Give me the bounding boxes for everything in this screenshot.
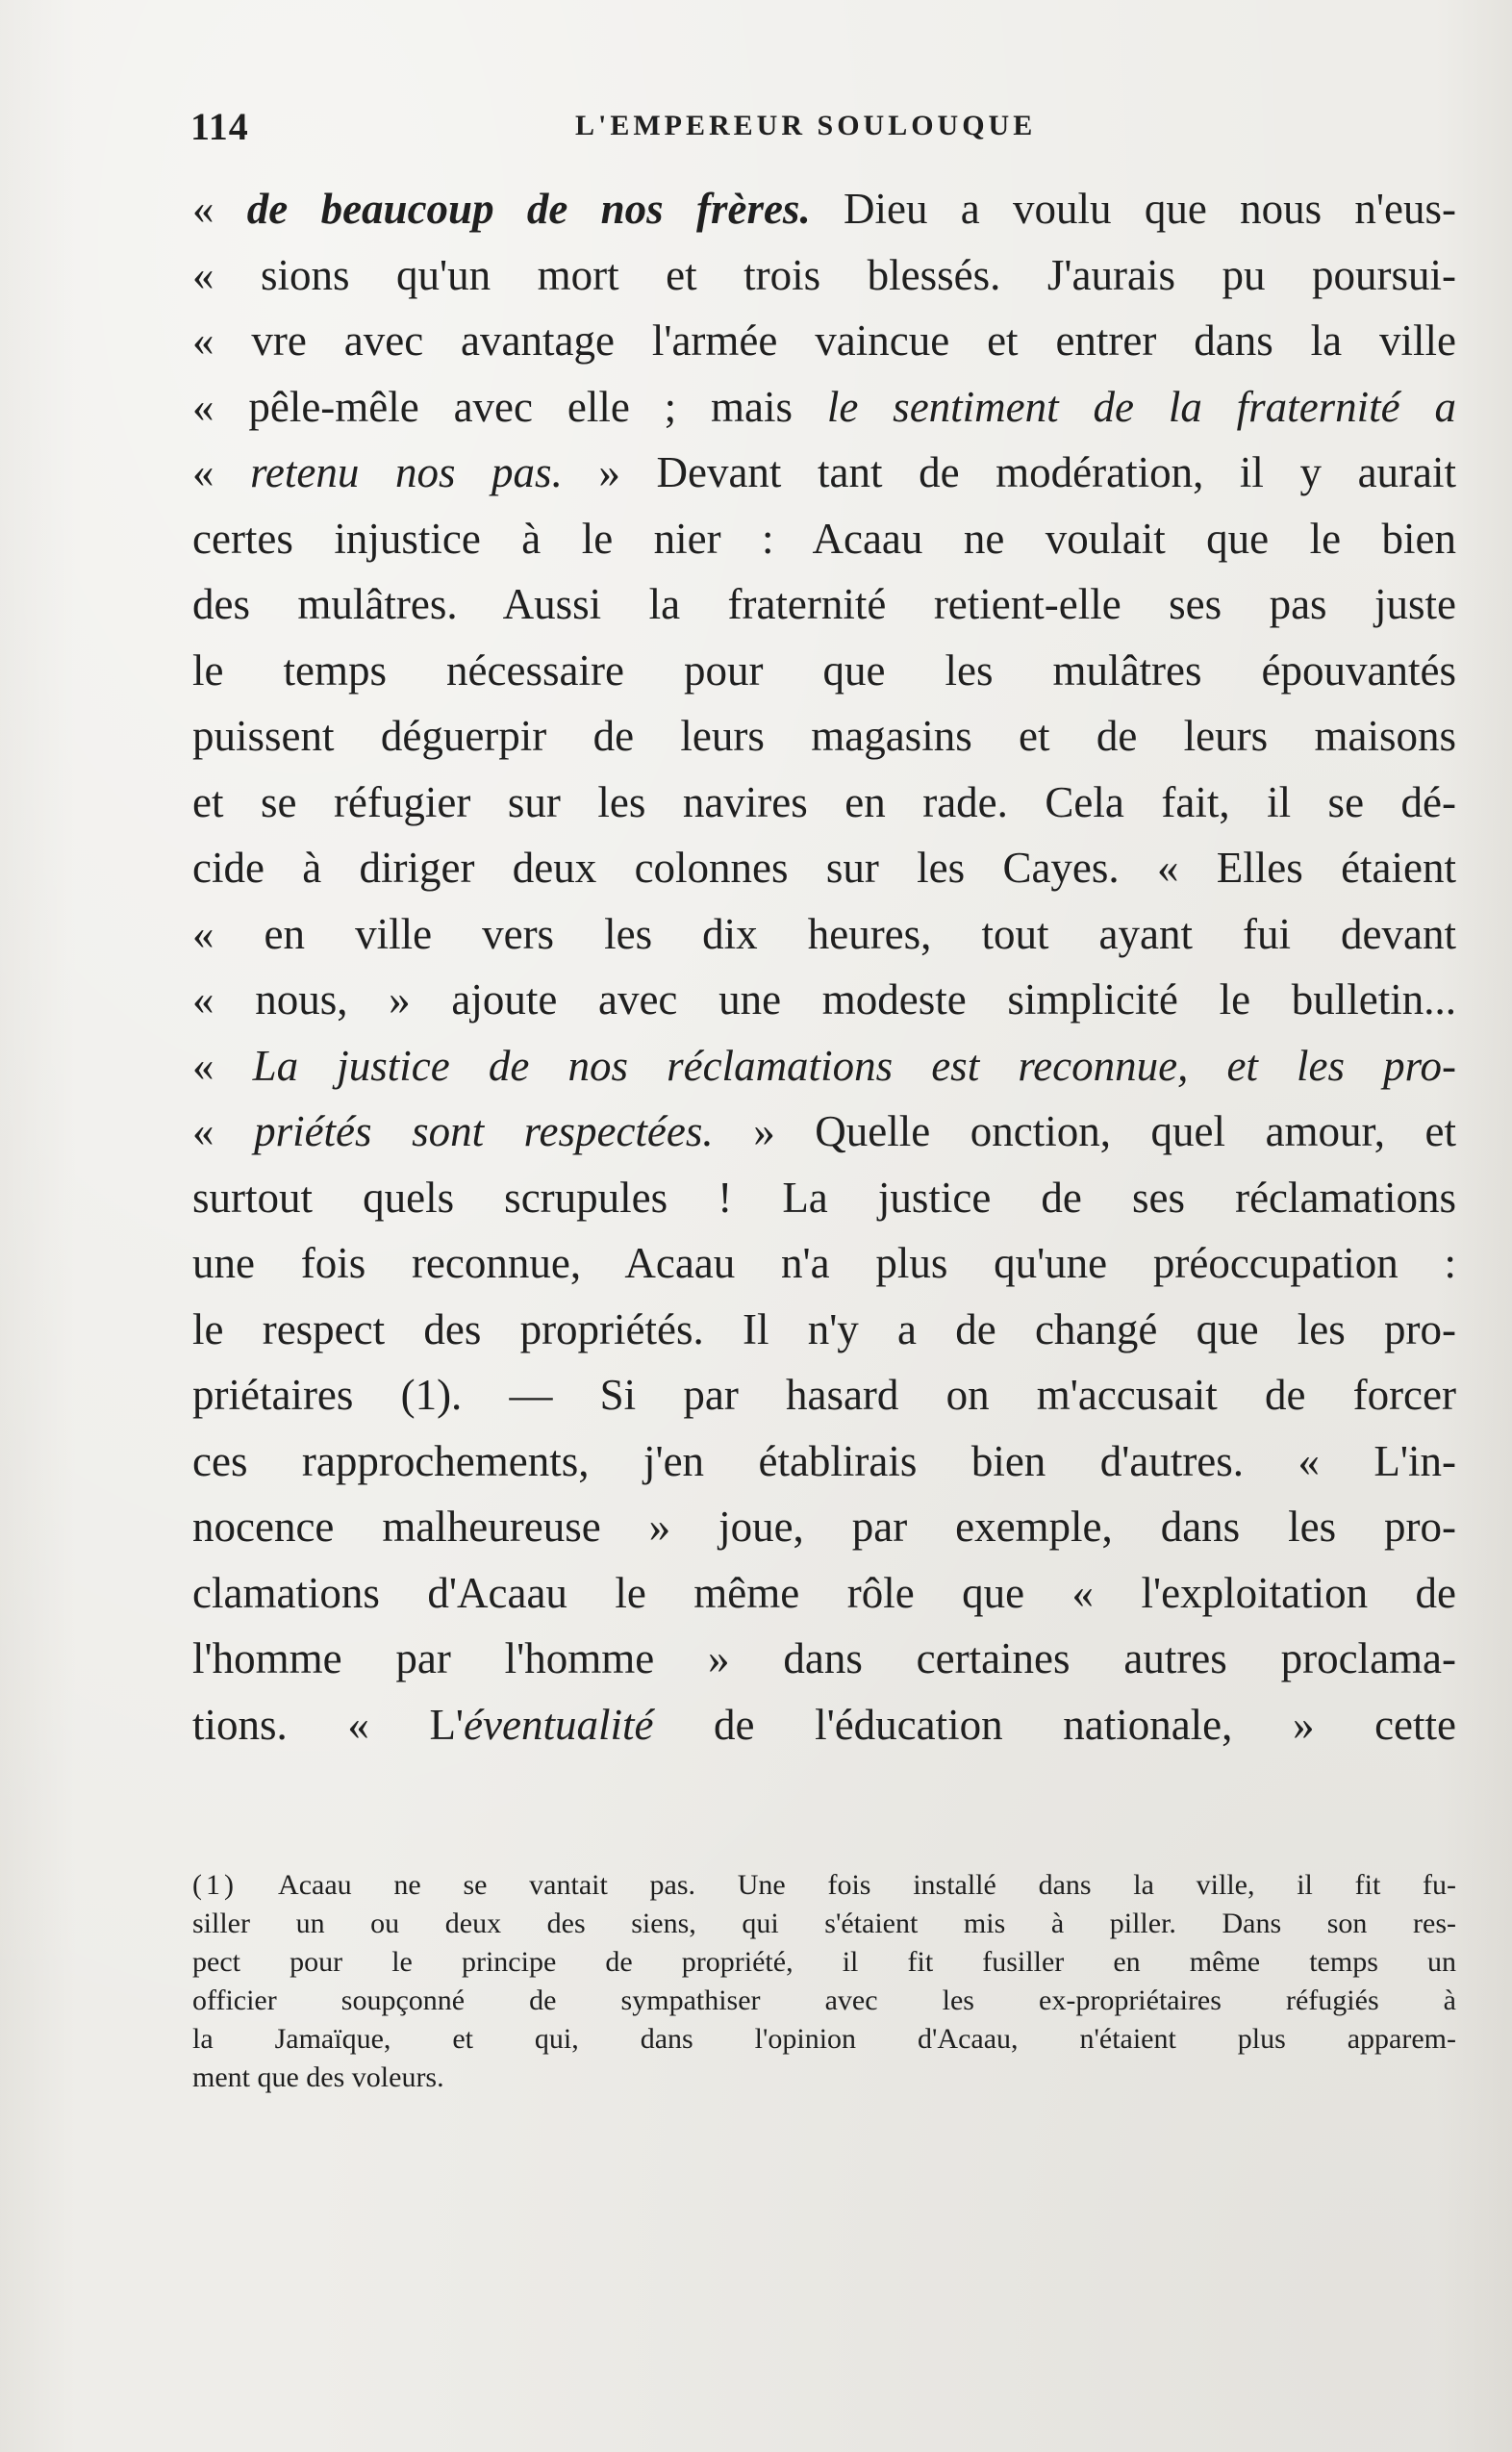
text-line: tions. « L'éventualité de l'éducation nationale, » cette (192, 1700, 1456, 1749)
footnote-line: ment que des voleurs. (192, 2061, 444, 2093)
text-line: nocence malheureuse » joue, par exemple, dans les pro- (192, 1503, 1456, 1551)
page-header (190, 104, 1456, 152)
text-line: « La justice de nos réclamations est reconnue, et les pro- (192, 1041, 1456, 1090)
text-line: puissent déguerpir de leurs magasins et de leurs maisons (192, 712, 1456, 760)
text-line: « en ville vers les dix heures, tout ayant fui devant (192, 909, 1456, 958)
footnote-line: siller un ou deux des siens, qui s'étaient mis à piller. Dans son res- (192, 1908, 1456, 1939)
text-line: le respect des propriétés. Il n'y a de changé que les pro- (192, 1304, 1456, 1353)
text-line: priétaires (1). — Si par hasard on m'accusait de forcer (192, 1371, 1456, 1419)
footnote (192, 1866, 1456, 2097)
text-line: l'homme par l'homme » dans certaines autres proclama- (192, 1634, 1456, 1682)
footnote-line: la Jamaïque, et qui, dans l'opinion d'Acaau, n'étaient plus apparem- (192, 2023, 1456, 2055)
text-line: ces rapprochements, j'en établirais bien d'autres. « L'in- (192, 1436, 1456, 1485)
text-line: surtout quels scrupules ! La justice de ses réclamations (192, 1173, 1456, 1222)
text-line: cide à diriger deux colonnes sur les Cayes. « Elles étaient (192, 844, 1456, 892)
text-line: « vre avec avantage l'armée vaincue et entrer dans la ville (192, 316, 1456, 365)
footnote-marker: (1) (192, 1869, 238, 1901)
text-line: « pêle-mêle avec elle ; mais le sentiment de la fraternité a (192, 382, 1457, 431)
running-head: L'EMPEREUR SOULOUQUE (575, 110, 1037, 141)
text-line: et se réfugier sur les navires en rade. Cela fait, il se dé- (192, 777, 1456, 826)
footnote-line: pect pour le principe de propriété, il fit fusiller en même temps un (192, 1946, 1456, 1978)
text-line: le temps nécessaire pour que les mulâtres épouvantés (192, 645, 1456, 695)
footnote-line: (1) Acaau ne se vantait pas. Une fois installé dans la ville, il fit fu- (192, 1869, 1456, 1901)
text-line: une fois reconnue, Acaau n'a plus qu'une préoccupation : (192, 1239, 1456, 1287)
text-line: clamations d'Acaau le même rôle que « l'exploitation de (192, 1568, 1456, 1617)
text-line: « retenu nos pas. » Devant tant de modération, il y aurait (192, 448, 1457, 496)
text-line: « sions qu'un mort et trois blessés. J'aurais pu poursui- (192, 250, 1456, 299)
footnote-line: officier soupçonné de sympathiser avec les ex-propriétaires réfugiés à (192, 1984, 1456, 2016)
text-line: « priétés sont respectées. » Quelle onction, quel amour, et (192, 1107, 1457, 1155)
text-line: « de beaucoup de nos frères. Dieu a voulu que nous n'eus- (192, 185, 1456, 233)
text-line: « nous, » ajoute avec une modeste simplicité le bulletin... (192, 975, 1456, 1024)
text-line: certes injustice à le nier : Acaau ne voulait que le bien (192, 514, 1456, 563)
text-line: des mulâtres. Aussi la fraternité retient-elle ses pas juste (192, 580, 1456, 628)
body-text (192, 176, 1456, 1757)
page-number: 114 (190, 105, 249, 148)
